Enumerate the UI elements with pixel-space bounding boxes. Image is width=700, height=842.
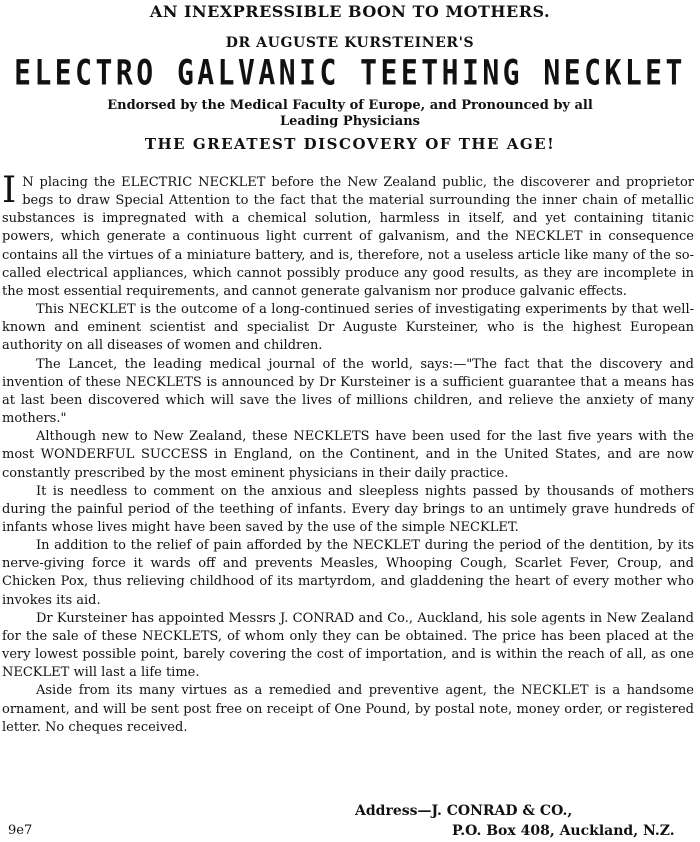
- paragraph-2: This NECKLET is the outcome of a long-continued series of investigating experiments by that well-known and eminent scientist and specialist Dr Auguste Kursteiner, who is the highest European authority on all diseases of women and children.: [2, 302, 694, 354]
- paragraph-7: Dr Kursteiner has appointed Messrs J. CONRAD and Co., Auckland, his sole agents in New Zealand for the sale of these NECKLETS, of whom only they can be obtained. The price has been placed at the very lowest possible point, barely covering the cost of importation, and is within the reach of all, as one NECKLET will last a life time.: [2, 610, 694, 681]
- endorsement-line-1: Endorsed by the Medical Faculty of Europe, and Pronounced by all: [107, 98, 593, 113]
- byline: DR AUGUSTE KURSTEINER'S: [225, 35, 475, 51]
- body-text: [2, 170, 694, 737]
- paragraph-5: It is needless to comment on the anxious and sleepless nights passed by thousands of mothers during the painful period of the teething of infants. Every day brings to an untimely grave hundreds of infants whose lives might have been saved by the use of the simple NECKLET.: [2, 483, 694, 535]
- paragraph-6: In addition to the relief of pain afforded by the NECKLET during the period of the dentition, by its nerve-giving force it wards off and prevents Measles, Whooping Cough, Scarlet Fever, Croup, and Chicken Pox, thus relieving childhood of its martyrdom, and gladdening the heart of every mother who invokes its aid.: [2, 538, 694, 608]
- tagline: THE GREATEST DISCOVERY OF THE AGE!: [144, 135, 556, 153]
- paragraph-3: The Lancet, the leading medical journal of the world, says:—"The fact that the discovery and invention of these NECKLETS is announced by Dr Kursteiner is a sufficient guarantee that a means has at last been discovered which will save the lives of millions children, and relieve the anxiety of many mothers.": [2, 356, 694, 427]
- headline: ELECTRO GALVANIC TEETHING NECKLET: [14, 52, 686, 94]
- address-line-1: Address—J. CONRAD & CO.,: [355, 803, 573, 819]
- reference-number: 9e7: [8, 823, 33, 838]
- paragraph-8: Aside from its many virtues as a remedied and preventive agent, the NECKLET is a handsome ornament, and will be sent post free on receipt of One Pound, by postal note, money order, or registered letter. No cheques received.: [2, 683, 694, 735]
- address-line-2: P.O. Box 408, Auckland, N.Z.: [452, 823, 675, 839]
- kicker-heading: AN INEXPRESSIBLE BOON TO MOTHERS.: [149, 2, 551, 21]
- paragraph-1-text: N placing the ELECTRIC NECKLET before the New Zealand public, the discoverer and proprietor begs to draw Special Attention to the fact that the material surrounding the inner chain of metallic substances is impregnated with a chemical solution, harmless in itself, and yet containing titanic powers, which generate a continuous light current of galvanism, and the NECKLET in consequence contains all the virtues of a miniature battery, and is, therefore, not a useless article like many of the so-called electrical appliances, which cannot possibly produce any good results, as they are incomplete in the most essential requirements, and cannot generate galvanism nor produce galvanic effects.: [2, 175, 694, 299]
- paragraph-4: Although new to New Zealand, these NECKLETS have been used for the last five years with the most WONDERFUL SUCCESS in England, on the Continent, and in the United States, and are now constantly prescribed by the most eminent physicians in their daily practice.: [2, 429, 694, 481]
- paragraph-1: [2, 170, 694, 301]
- endorsement-line-2: Leading Physicians: [279, 114, 421, 129]
- drop-cap: I: [2, 170, 17, 211]
